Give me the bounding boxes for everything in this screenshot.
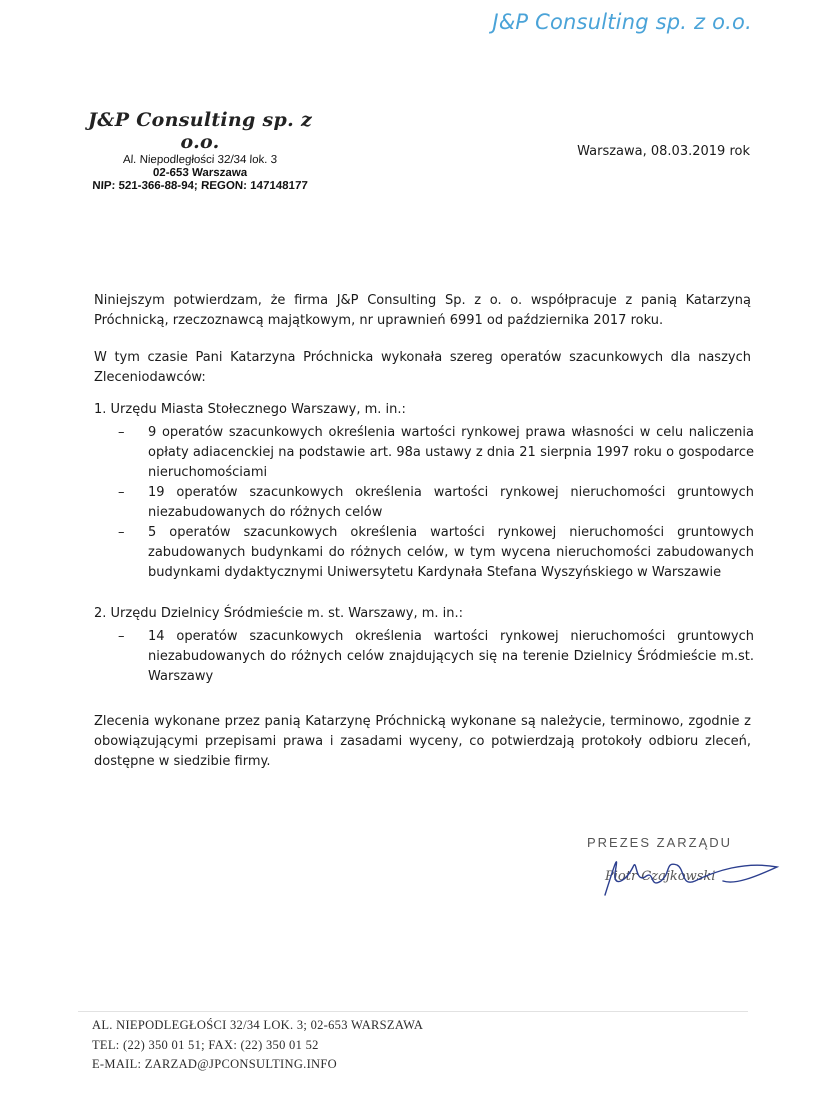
list-item (118, 523, 754, 583)
paragraph-closing: Zlecenia wykonane przez panią Katarzynę Próchnicką wykonane są należycie, terminowo, zgodnie z obowiązującymi przepisami prawa i zasadami wyceny, co potwierdzają protokoły odbioru zleceń, dostępne w siedzibie firmy. (94, 714, 751, 769)
header-brand-logo: J&P Consulting sp. z o.o. (492, 10, 752, 34)
list-item-text: 5 operatów szacunkowych określenia wartości rynkowej nieruchomości gruntowych zabudowanych budynkami do różnych celów, w tym wycena nieruchomości zabudowanych budynkami dydaktycznymi Uniwersytetu Kardynała Stefana Wyszyńskiego w Warszawie (148, 525, 754, 580)
list-item (118, 423, 754, 483)
list-item (118, 483, 754, 523)
list-item (118, 627, 754, 687)
list-1 (118, 423, 754, 583)
stamp-city: 02-653 Warszawa (152, 166, 248, 179)
signature-title: PREZES ZARZĄDU (587, 835, 733, 850)
signature-block (585, 835, 785, 905)
handwritten-signature-icon (585, 843, 785, 903)
list-2-title: 2. Urzędu Dzielnicy Śródmieście m. st. Warszawy, m. in.: (94, 606, 464, 621)
stamp-company-name: J&P Consulting sp. z o.o. (87, 109, 313, 153)
stamp-ids: NIP: 521-366-88-94; REGON: 147148177 (91, 180, 309, 193)
letter-date: Warszawa, 08.03.2019 rok (577, 144, 750, 159)
dash-marker: – (118, 485, 125, 500)
paragraph-intro: Niniejszym potwierdzam, że firma J&P Consulting Sp. z o. o. współpracuje z panią Katarzyną Próchnicką, rzeczoznawcą majątkowym, nr uprawnień 6991 od października 2017 roku. (94, 293, 751, 328)
list-item-text: 19 operatów szacunkowych określenia wartości rynkowej nieruchomości gruntowych niezabudowanych do różnych celów (148, 485, 754, 520)
list-item-text: 14 operatów szacunkowych określenia wartości rynkowej nieruchomości gruntowych niezabudowanych do różnych celów znajdujących się na terenie Dzielnicy Śródmieście m.st. Warszawy (148, 629, 754, 684)
dash-marker: – (118, 525, 125, 540)
footer (92, 1016, 423, 1075)
list-item-text: 9 operatów szacunkowych określenia wartości rynkowej prawa własności w celu naliczenia opłaty adiacenckiej na podstawie art. 98a ustawy z dnia 21 sierpnia 1997 roku o gospodarce nieruchomościami (148, 425, 754, 480)
list-2 (118, 627, 754, 687)
list-1-title: 1. Urzędu Miasta Stołecznego Warszawy, m. in.: (94, 402, 406, 417)
stamp-address: Al. Niepodległości 32/34 lok. 3 (122, 153, 278, 166)
footer-divider (78, 1011, 748, 1012)
signature-printed-name: Piotr Czajkowski (605, 869, 716, 884)
dash-marker: – (118, 629, 125, 644)
footer-address: AL. NIEPODLEGŁOŚCI 32/34 LOK. 3; 02-653 WARSZAWA (92, 1018, 424, 1032)
paragraph-scope: W tym czasie Pani Katarzyna Próchnicka wykonała szereg operatów szacunkowych dla naszych Zleceniodawców: (94, 350, 751, 385)
dash-marker: – (118, 425, 125, 440)
footer-email: E-MAIL: ZARZAD@JPCONSULTING.INFO (92, 1057, 337, 1071)
company-stamp (70, 110, 330, 193)
footer-phone: TEL: (22) 350 01 51; FAX: (22) 350 01 52 (92, 1037, 319, 1052)
